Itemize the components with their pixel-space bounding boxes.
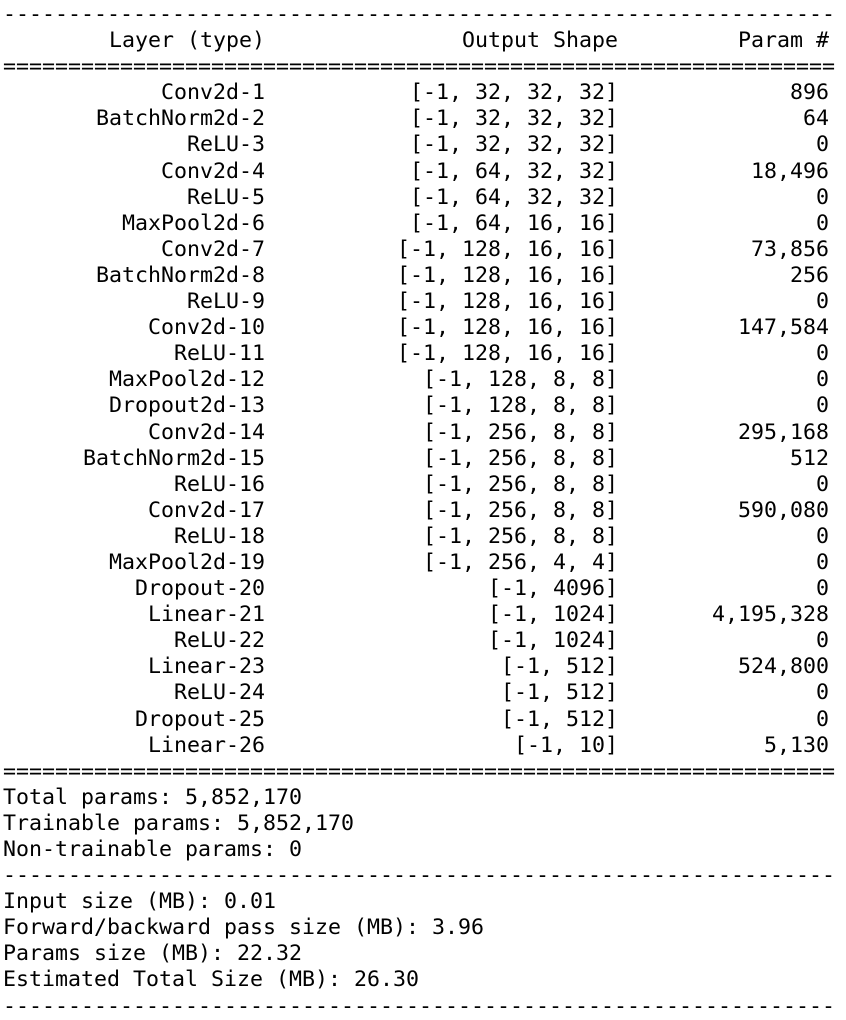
table-row (3, 263, 846, 289)
param-count: 64 (802, 106, 829, 132)
layer-name: MaxPool2d-19 (108, 549, 265, 575)
table-row (3, 576, 846, 602)
layer-name: ReLU-16 (173, 471, 265, 497)
output-shape: [-1, 256, 8, 8] (422, 523, 618, 549)
output-shape: [-1, 128, 16, 16] (396, 236, 618, 262)
table-row (3, 550, 846, 576)
table-row (3, 602, 846, 628)
param-count: 0 (815, 367, 829, 393)
output-shape: [-1, 256, 8, 8] (422, 497, 618, 523)
output-shape: [-1, 128, 8, 8] (422, 393, 618, 419)
table-row (3, 211, 846, 237)
param-count: 0 (815, 184, 829, 210)
layer-name: Conv2d-14 (147, 419, 265, 445)
output-shape: [-1, 128, 8, 8] (422, 367, 618, 393)
param-count: 0 (815, 132, 829, 158)
table-row (3, 80, 846, 106)
table-row (3, 289, 846, 315)
dashed-rule-bottom: ---------------------------------------------------------------- (3, 993, 836, 1019)
table-row (3, 707, 846, 733)
output-shape: [-1, 32, 32, 32] (409, 80, 618, 106)
param-count: 256 (789, 262, 829, 288)
layer-name: BatchNorm2d-15 (82, 445, 265, 471)
layer-name: MaxPool2d-12 (108, 367, 265, 393)
output-shape: [-1, 64, 32, 32] (409, 158, 618, 184)
estimated-total-size: Estimated Total Size (MB): 26.30 (3, 967, 420, 993)
param-count: 0 (815, 289, 829, 315)
layer-name: BatchNorm2d-2 (95, 106, 265, 132)
layer-name: Conv2d-10 (147, 315, 265, 341)
param-count: 512 (789, 445, 829, 471)
param-count: 0 (815, 628, 829, 654)
double-rule-header: ================================================================ (3, 54, 836, 80)
output-shape: [-1, 1024] (487, 628, 618, 654)
param-count: 0 (815, 576, 829, 602)
output-shape: [-1, 256, 8, 8] (422, 445, 618, 471)
table-row (3, 524, 846, 550)
layer-table (3, 80, 846, 758)
layer-name: Conv2d-17 (147, 497, 265, 523)
double-rule-footer: ================================================================ (3, 758, 836, 784)
param-count: 4,195,328 (711, 602, 829, 628)
output-shape: [-1, 32, 32, 32] (409, 132, 618, 158)
non-trainable-params: Non-trainable params: 0 (3, 837, 303, 862)
layer-name: ReLU-9 (186, 289, 265, 315)
header-layer: Layer (type) (108, 28, 265, 54)
param-count: 147,584 (737, 315, 829, 341)
table-row (3, 733, 846, 759)
layer-name: Dropout-25 (134, 706, 265, 732)
table-row (3, 367, 846, 393)
table-row (3, 237, 846, 263)
layer-name: Dropout2d-13 (108, 393, 265, 419)
param-count: 0 (815, 680, 829, 706)
table-row (3, 132, 846, 158)
layer-name: ReLU-3 (186, 132, 265, 158)
forward-backward-size: Forward/backward pass size (MB): 3.96 (3, 915, 485, 941)
table-row (3, 315, 846, 341)
output-shape: [-1, 256, 4, 4] (422, 549, 618, 575)
table-row (3, 106, 846, 132)
param-count: 73,856 (750, 236, 829, 262)
size-summary (3, 889, 846, 993)
table-row (3, 341, 846, 367)
table-row (3, 393, 846, 419)
param-count: 18,496 (750, 158, 829, 184)
total-params: Total params: 5,852,170 (3, 784, 303, 810)
model-summary (3, 2, 846, 1020)
table-row (3, 628, 846, 654)
output-shape: [-1, 128, 16, 16] (396, 315, 618, 341)
table-row (3, 472, 846, 498)
table-row (3, 446, 846, 472)
output-shape: [-1, 512] (500, 706, 618, 732)
layer-name: Linear-21 (147, 602, 265, 628)
layer-name: BatchNorm2d-8 (95, 262, 265, 288)
layer-name: Conv2d-1 (160, 80, 265, 106)
param-count: 0 (815, 393, 829, 419)
layer-name: ReLU-5 (186, 184, 265, 210)
dashed-rule-middle: ---------------------------------------------------------------- (3, 863, 836, 889)
layer-name: Dropout-20 (134, 576, 265, 602)
param-count: 0 (815, 210, 829, 236)
output-shape: [-1, 1024] (487, 602, 618, 628)
header-output-shape: Output Shape (461, 28, 618, 54)
param-count: 896 (789, 80, 829, 106)
param-count: 0 (815, 341, 829, 367)
output-shape: [-1, 128, 16, 16] (396, 289, 618, 315)
table-row (3, 185, 846, 211)
output-shape: [-1, 128, 16, 16] (396, 262, 618, 288)
layer-name: ReLU-18 (173, 523, 265, 549)
dashed-rule-top: ---------------------------------------------------------------- (3, 2, 836, 27)
trainable-params: Trainable params: 5,852,170 (3, 810, 355, 836)
table-row (3, 654, 846, 680)
output-shape: [-1, 256, 8, 8] (422, 471, 618, 497)
output-shape: [-1, 10] (513, 732, 618, 758)
output-shape: [-1, 512] (500, 680, 618, 706)
param-count: 0 (815, 549, 829, 575)
header-param-count: Param # (737, 28, 829, 54)
param-count: 5,130 (763, 732, 829, 758)
output-shape: [-1, 64, 16, 16] (409, 210, 618, 236)
table-row (3, 159, 846, 185)
output-shape: [-1, 4096] (487, 576, 618, 602)
layer-name: ReLU-24 (173, 680, 265, 706)
param-count: 0 (815, 706, 829, 732)
table-row (3, 680, 846, 706)
params-size: Params size (MB): 22.32 (3, 941, 303, 967)
table-row (3, 420, 846, 446)
input-size: Input size (MB): 0.01 (3, 889, 277, 915)
layer-name: Conv2d-7 (160, 236, 265, 262)
table-row (3, 498, 846, 524)
layer-name: Conv2d-4 (160, 158, 265, 184)
layer-name: Linear-26 (147, 732, 265, 758)
header-row (3, 28, 846, 54)
params-summary (3, 785, 846, 863)
param-count: 295,168 (737, 419, 829, 445)
param-count: 0 (815, 471, 829, 497)
output-shape: [-1, 64, 32, 32] (409, 184, 618, 210)
output-shape: [-1, 32, 32, 32] (409, 106, 618, 132)
param-count: 0 (815, 523, 829, 549)
output-shape: [-1, 256, 8, 8] (422, 419, 618, 445)
layer-name: ReLU-11 (173, 341, 265, 367)
output-shape: [-1, 512] (500, 654, 618, 680)
param-count: 590,080 (737, 497, 829, 523)
output-shape: [-1, 128, 16, 16] (396, 341, 618, 367)
layer-name: Linear-23 (147, 654, 265, 680)
layer-name: MaxPool2d-6 (121, 210, 265, 236)
layer-name: ReLU-22 (173, 628, 265, 654)
param-count: 524,800 (737, 654, 829, 680)
